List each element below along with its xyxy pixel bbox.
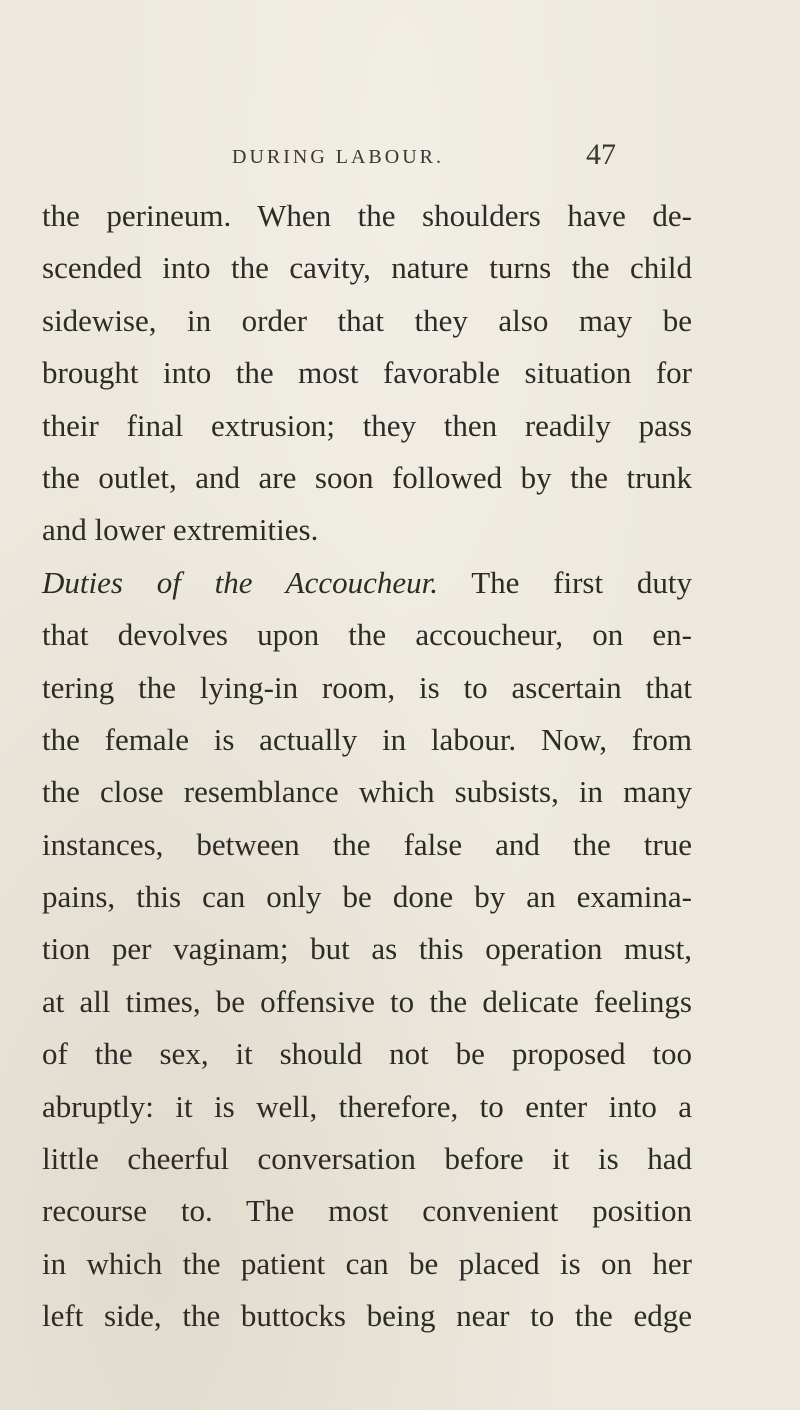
text-line-17: of the sex, it should not be proposed too [42,1036,692,1072]
text-line-13: instances, between the false and the true [42,826,692,862]
text-line-22: left side, the buttocks being near to the edge [42,1298,692,1334]
text-line-7: and lower extremities. [42,512,319,548]
text-line-16: at all times, be offensive to the delicate feelings [42,983,692,1019]
text-line-20: recourse to. The most convenient position [42,1193,692,1229]
text-line-14: pains, this can only be done by an examina- [42,879,692,915]
text-line-8 [42,557,692,609]
text-line-6: the outlet, and are soon followed by the trunk [42,459,692,495]
text-line-10: tering the lying-in room, is to ascertain that [42,669,692,705]
text-line-19: little cheerful conversation before it is had [42,1141,692,1177]
page-number: 47 [586,138,616,171]
text-line-18: abruptly: it is well, therefore, to enter into a [42,1088,692,1124]
text-line-3: sidewise, in order that they also may be [42,302,692,338]
running-title: DURING LABOUR. [232,146,444,168]
section-heading-continuation: The first duty [471,564,692,600]
text-line-4: brought into the most favorable situation for [42,355,692,391]
running-head [0,138,800,178]
text-line-15: tion per vaginam; but as this operation must, [42,931,692,967]
section-heading: Duties of the Accoucheur. [42,564,439,600]
text-line-9: that devolves upon the accoucheur, on en- [42,617,692,653]
text-line-12: the close resemblance which subsists, in many [42,774,692,810]
body-text [42,190,692,1343]
text-line-5: their final extrusion; they then readily pass [42,407,692,443]
text-line-21: in which the patient can be placed is on her [42,1245,692,1281]
text-line-1: the perineum. When the shoulders have de- [42,198,692,233]
text-line-2: scended into the cavity, nature turns the child [42,250,692,286]
text-line-11: the female is actually in labour. Now, from [42,721,692,757]
